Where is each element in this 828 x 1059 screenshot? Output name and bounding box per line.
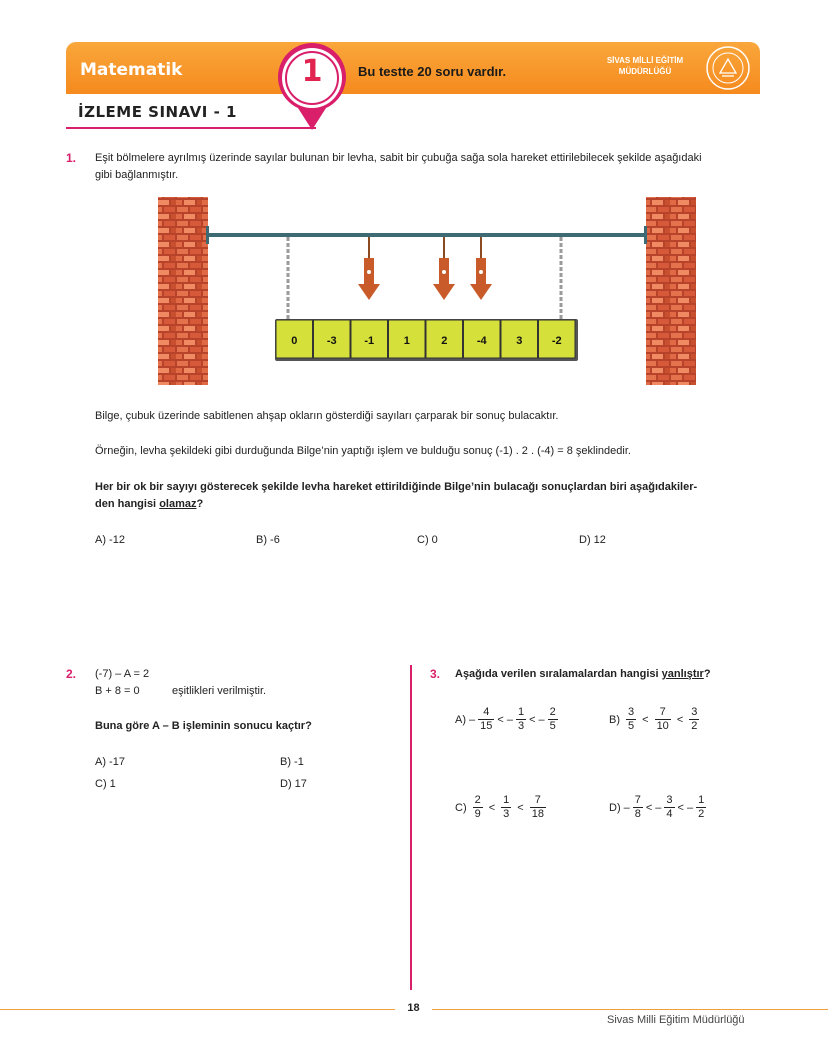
q2-number: 2. bbox=[66, 667, 77, 681]
q3-option-c[interactable]: C) $\frac{2}{9}$ < $\frac{1}{3}$ < $\frac{7}{18}$ bbox=[455, 794, 544, 820]
fraction: $\frac{3}{2}$ bbox=[691, 706, 698, 732]
board-cell-value: 3 bbox=[516, 335, 523, 347]
q2-option-d[interactable]: D) 17 bbox=[280, 778, 307, 790]
q1-option-a[interactable]: A) -12 bbox=[95, 534, 125, 546]
fixed-rod bbox=[208, 233, 646, 237]
q3-question: Aşağıda verilen sıralamalardan hangisi yanlıştır? bbox=[455, 668, 711, 680]
fraction: $\frac{3}{5}$ bbox=[628, 706, 635, 732]
board-cell bbox=[426, 320, 463, 358]
q2-eq2: B + 8 = 0 bbox=[95, 685, 140, 697]
arrow-pointer-1 bbox=[358, 237, 380, 300]
board-cell-value: -2 bbox=[551, 335, 562, 347]
q2-eq1: (-7) – A = 2 bbox=[95, 668, 150, 680]
fraction: $\frac{2}{5}$ bbox=[549, 706, 556, 732]
board-cell-value: -1 bbox=[364, 335, 375, 347]
q2-option-a[interactable]: A) -17 bbox=[95, 756, 125, 768]
number-board bbox=[276, 320, 575, 358]
q1-intro: Eşit bölmelere ayrılmış üzerinde sayılar bulunan bir levha, sabit bir çubuğa sağa sola hareket ettirilebilecek şekilde aşağıdaki gibi bağlanmıştır. bbox=[95, 152, 702, 181]
title-underline bbox=[66, 127, 316, 129]
fraction: $\frac{1}{3}$ bbox=[517, 706, 525, 732]
page-number: 18 bbox=[407, 1002, 420, 1014]
q1-option-b[interactable]: B) -6 bbox=[256, 534, 280, 546]
board-cell bbox=[539, 320, 576, 358]
q2-question: Buna göre A – B işleminin sonucu kaçtır? bbox=[95, 720, 312, 732]
board-cell-value: 0 bbox=[291, 335, 298, 347]
q3-number: 3. bbox=[430, 667, 441, 681]
q2-eq-suffix: eşitlikleri verilmiştir. bbox=[172, 685, 267, 697]
fraction: $\frac{3}{4}$ bbox=[666, 794, 673, 820]
board-cell bbox=[464, 320, 501, 358]
left-brick-wall bbox=[158, 197, 208, 385]
fraction: $\frac{7}{18}$ bbox=[531, 794, 544, 820]
ministry-seal-icon bbox=[705, 45, 751, 91]
q2-option-c[interactable]: C) 1 bbox=[95, 778, 116, 790]
q1-option-c[interactable]: C) 0 bbox=[417, 534, 438, 546]
fraction: $\frac{4}{15}$ bbox=[480, 706, 493, 732]
subject-title: Matematik bbox=[80, 60, 183, 80]
right-brick-wall bbox=[646, 197, 696, 385]
board-cell bbox=[314, 320, 351, 358]
board-cell bbox=[501, 320, 538, 358]
q1-paragraph-2: Örneğin, levha şekildeki gibi durduğunda Bilge’nin yaptığı işlem ve bulduğu sonuç (-1) . 2 . (-4) = 8 şeklindedir. bbox=[95, 445, 631, 457]
question-count-info: Bu testte 20 soru vardır. bbox=[358, 64, 507, 79]
q1-question: Her bir ok bir sayıyı gösterecek şekilde levha hareket ettirildiğinde Bilge’nin bulacağı sonuçlardan biri aşağıdakiler- den hangisi olamaz? bbox=[95, 481, 698, 510]
board-cell bbox=[276, 320, 313, 358]
q1-paragraph-1: Bilge, çubuk üzerinde sabitlenen ahşap okların gösterdiği sayıları çarparak bir sonuç bulacaktır. bbox=[95, 410, 559, 422]
board-cell bbox=[351, 320, 388, 358]
q1-number: 1. bbox=[66, 151, 77, 165]
footer-org: Sivas Milli Eğitim Müdürlüğü bbox=[607, 1014, 745, 1026]
q3-option-b[interactable]: B) $\frac{3}{5}$ < $\frac{7}{10}$ < $\frac{3}{2}$ bbox=[609, 706, 698, 732]
board-cell-value: 1 bbox=[403, 335, 410, 347]
q3-option-d[interactable]: D) – $\frac{7}{8}$ < – $\frac{3}{4}$ < – $\frac{1}{2}$ bbox=[609, 794, 705, 820]
exam-title: İZLEME SINAVI - 1 bbox=[78, 103, 237, 121]
arrow-pointer-3 bbox=[470, 237, 492, 300]
test-number: 1 bbox=[301, 54, 323, 89]
fraction: $\frac{7}{8}$ bbox=[634, 794, 641, 820]
q1-figure bbox=[150, 192, 705, 390]
q2-option-b[interactable]: B) -1 bbox=[280, 756, 304, 768]
footer-line-right bbox=[432, 1009, 828, 1010]
board-cell bbox=[389, 320, 426, 358]
column-divider bbox=[410, 665, 412, 990]
org-name: SİVAS MİLLİ EĞİTİM MÜDÜRLÜĞÜ bbox=[606, 56, 684, 76]
board-cell-value: -3 bbox=[326, 335, 337, 347]
board-cell-value: 2 bbox=[441, 335, 448, 347]
arrow-pointer-2 bbox=[433, 237, 455, 300]
board-cell-value: -4 bbox=[476, 335, 487, 347]
fraction: $\frac{7}{10}$ bbox=[656, 706, 669, 732]
fraction: $\frac{1}{2}$ bbox=[698, 794, 705, 820]
fraction: $\frac{1}{3}$ bbox=[503, 794, 510, 820]
q1-option-d[interactable]: D) 12 bbox=[579, 534, 606, 546]
q3-option-a[interactable]: A) – $\frac{4}{15}$ < – $\frac{1}{3}$ < – $\frac{2}{5}$ bbox=[455, 706, 556, 732]
footer-line-left bbox=[0, 1009, 395, 1010]
fraction: $\frac{2}{9}$ bbox=[474, 794, 481, 820]
